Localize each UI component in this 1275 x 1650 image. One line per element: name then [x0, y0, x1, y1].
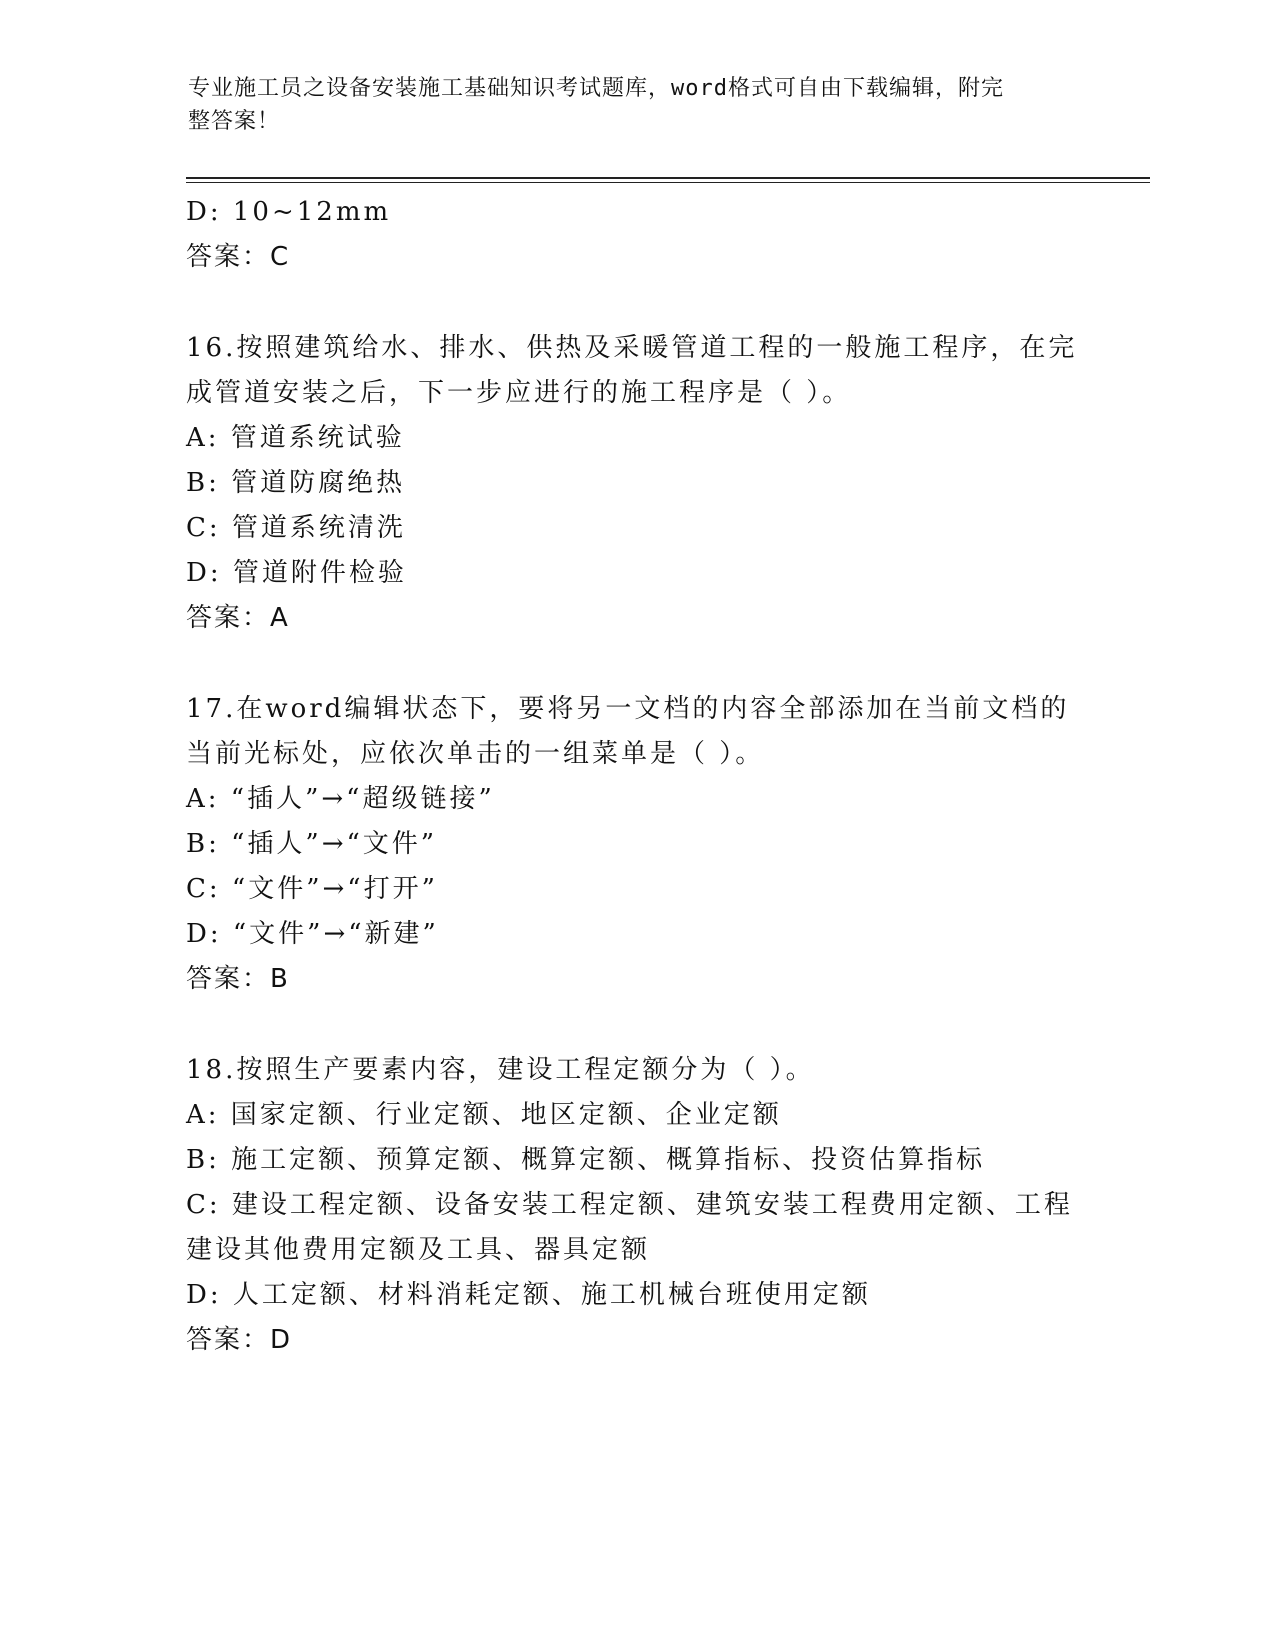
question-stem: 17.在word编辑状态下，要将另一文档的内容全部添加在当前文档的 [186, 694, 1070, 724]
question-16 [186, 326, 1086, 641]
option-b: B: 管道防腐绝热 [186, 468, 406, 498]
answer: 答案：A [186, 603, 290, 633]
header-divider-thin [186, 182, 1150, 183]
answer: 答案：D [186, 1325, 293, 1355]
header-line-2: 整答案！ [188, 109, 281, 134]
question-stem: 18.按照生产要素内容，建设工程定额分为（ ）。 [186, 1055, 815, 1085]
option-c: C: 建设工程定额、设备安装工程定额、建筑安装工程费用定额、工程 [186, 1190, 1073, 1220]
question-stem: 成管道安装之后，下一步应进行的施工程序是（ ）。 [186, 378, 852, 408]
option-c-continued: 建设其他费用定额及工具、器具定额 [186, 1235, 651, 1265]
answer: 答案：B [186, 964, 290, 994]
answer: 答案：C [186, 242, 291, 272]
header-line-1: 专业施工员之设备安装施工基础知识考试题库，word格式可自由下载编辑，附完 [188, 76, 1004, 101]
option-a: A: 管道系统试验 [186, 423, 405, 453]
option-c: C: 管道系统清洗 [186, 513, 406, 543]
option-b: B: “插人”→“文件” [186, 829, 438, 859]
page-header [188, 72, 1068, 138]
option-d: D: 人工定额、材料消耗定额、施工机械台班使用定额 [186, 1280, 871, 1310]
option-d: D: 管道附件检验 [186, 558, 407, 588]
option-a: A: “插人”→“超级链接” [186, 784, 495, 814]
question-content [186, 190, 1086, 1363]
question-18 [186, 1048, 1086, 1363]
option-b: B: 施工定额、预算定额、概算定额、概算指标、投资估算指标 [186, 1145, 986, 1175]
question-stem: 16.按照建筑给水、排水、供热及采暖管道工程的一般施工程序，在完 [186, 333, 1078, 363]
question-stem: 当前光标处，应依次单击的一组菜单是（ ）。 [186, 739, 765, 769]
question-15-tail [186, 190, 1086, 280]
option-d: D: “文件”→“新建” [186, 919, 439, 949]
option-c: C: “文件”→“打开” [186, 874, 438, 904]
question-17 [186, 687, 1086, 1002]
option-d: D: 10~12mm [186, 197, 392, 227]
header-divider-thick [186, 177, 1150, 179]
option-a: A: 国家定额、行业定额、地区定额、企业定额 [186, 1100, 782, 1130]
